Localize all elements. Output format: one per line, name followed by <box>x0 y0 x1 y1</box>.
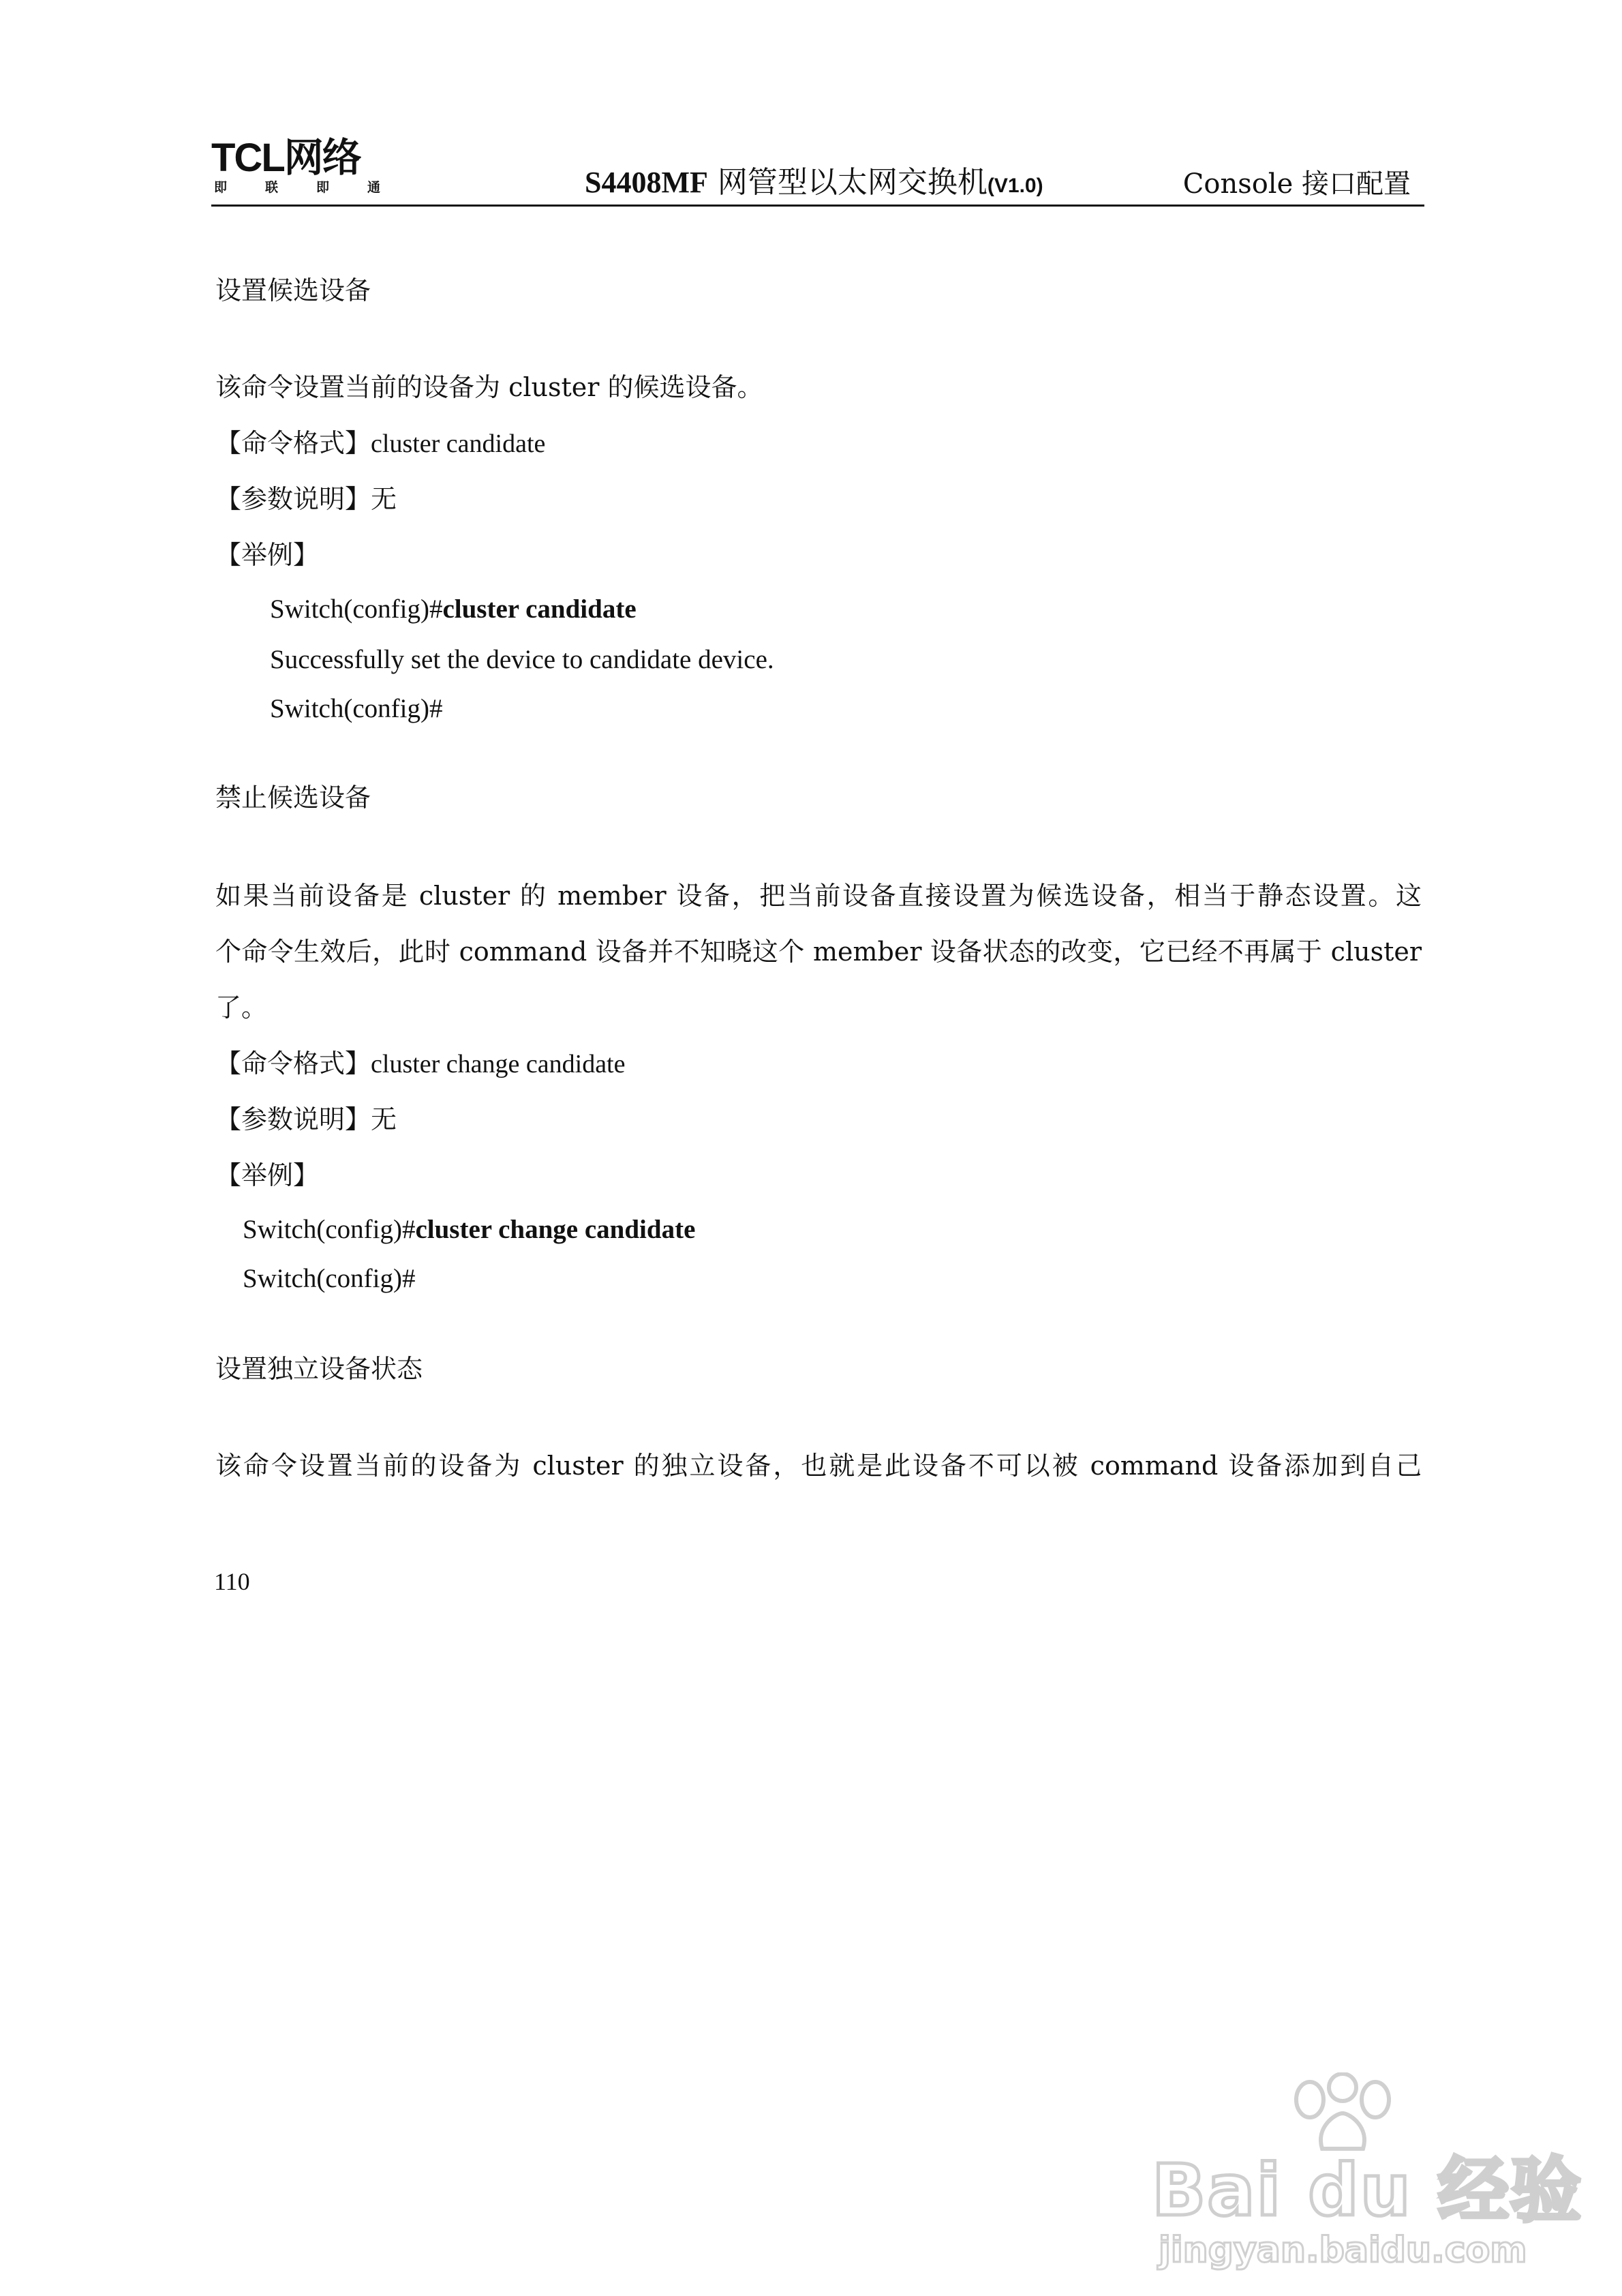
header-model: S4408MF <box>585 166 708 199</box>
example-code-line <box>270 693 442 725</box>
command-format-label: 【命令格式】 <box>215 428 371 458</box>
code-prompt: Switch(config)# <box>243 1215 416 1244</box>
logo-wordmark: TCL网络 <box>211 136 361 180</box>
code-prompt: Switch(config)# <box>243 1264 416 1293</box>
code-prompt: Switch(config)# <box>270 594 443 624</box>
parameter-description <box>215 1103 397 1136</box>
header-version: (V1.0) <box>987 175 1043 197</box>
section-description: 如果当前设备是 cluster 的 member 设备，把当前设备直接设置为候选设备，相当于静态设置。这 <box>215 881 1422 911</box>
tcl-logo <box>211 138 388 199</box>
logo-tagline-char: 即 <box>214 180 228 195</box>
command-format-value: cluster change candidate <box>371 1050 626 1078</box>
paw-icon <box>1274 2072 1411 2154</box>
command-format-value: cluster candidate <box>371 429 546 458</box>
header-title <box>585 165 1043 204</box>
page-number: 110 <box>214 1568 250 1595</box>
logo-tagline-char: 通 <box>367 180 380 195</box>
section-description: 该命令设置当前的设备为 cluster 的候选设备。 <box>215 372 763 402</box>
example-label: 【举例】 <box>215 540 320 570</box>
parameter-description <box>215 483 397 515</box>
section-description: 该命令设置当前的设备为 cluster 的独立设备，也就是此设备不可以被 command 设备添加到自己 <box>215 1451 1422 1481</box>
example-code-line <box>270 593 637 626</box>
section-description: 了。 <box>215 993 268 1023</box>
logo-tagline <box>214 180 380 195</box>
header-section: Console 接口配置 <box>1182 168 1411 200</box>
example-code-line <box>243 1213 695 1246</box>
parameter-label: 【参数说明】 <box>215 484 371 514</box>
command-format <box>215 427 545 460</box>
parameter-value: 无 <box>371 1104 397 1134</box>
command-format <box>215 1047 625 1081</box>
watermark-brand: Bai du 经验 <box>1152 2149 1582 2232</box>
section-heading: 设置独立设备状态 <box>215 1354 423 1384</box>
watermark-url: jingyan.baidu.com <box>1159 2230 1527 2271</box>
section-heading: 禁止候选设备 <box>215 783 371 813</box>
code-prompt: Switch(config)# <box>270 694 443 723</box>
section-heading: 设置候选设备 <box>215 275 371 305</box>
command-format-label: 【命令格式】 <box>215 1048 371 1078</box>
logo-tagline-char: 联 <box>264 180 278 195</box>
example-code-line <box>243 1263 415 1295</box>
parameter-value: 无 <box>371 484 397 514</box>
example-code-line <box>270 644 774 676</box>
section-description: 个命令生效后，此时 command 设备并不知晓这个 member 设备状态的改变，它已经不再属于 cluster <box>215 937 1422 967</box>
baidu-jingyan-watermark <box>1131 2072 1582 2271</box>
code-command: cluster change candidate <box>415 1215 696 1244</box>
parameter-label: 【参数说明】 <box>215 1104 371 1134</box>
logo-tagline-char: 即 <box>316 180 329 195</box>
header-product: 网管型以太网交换机 <box>707 165 988 200</box>
header-divider <box>211 205 1424 207</box>
code-output: Successfully set the device to candidate device. <box>270 645 774 674</box>
example-label: 【举例】 <box>215 1160 320 1190</box>
page-header <box>211 130 1424 206</box>
code-command: cluster candidate <box>442 594 637 624</box>
